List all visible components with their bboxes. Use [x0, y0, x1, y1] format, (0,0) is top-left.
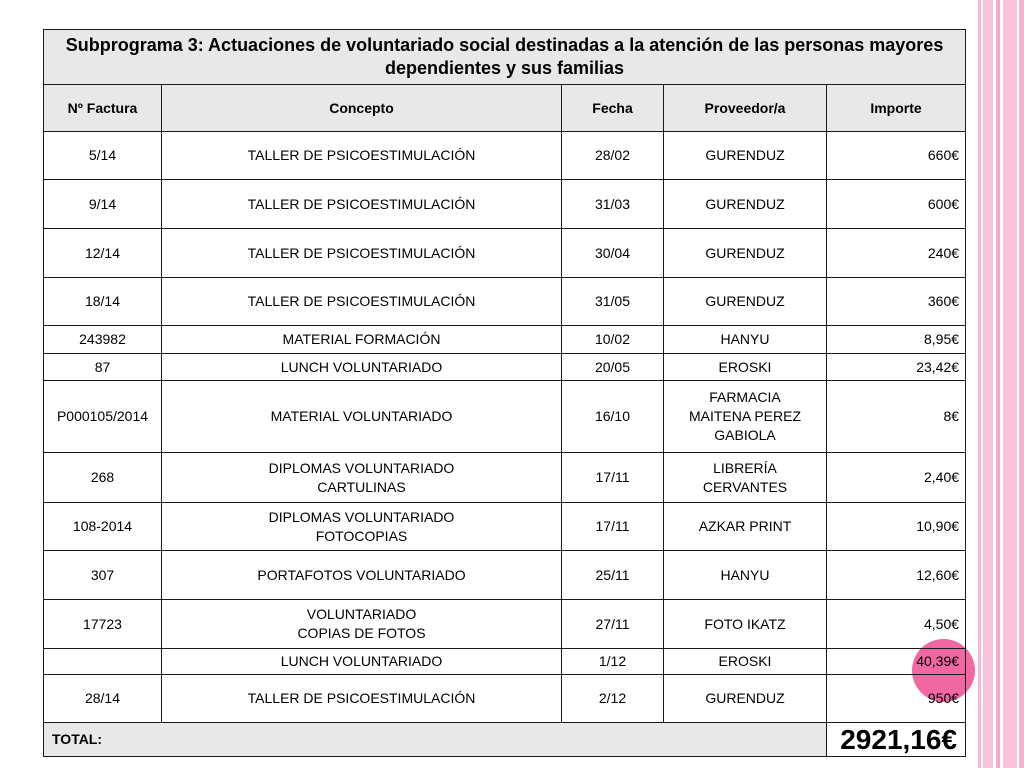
cell-proveedor-line: GURENDUZ: [705, 244, 785, 261]
cell-importe: [827, 381, 966, 453]
decorative-stripe: [978, 0, 981, 768]
cell-factura: 18/14: [44, 278, 162, 326]
cell-fecha: 20/05: [562, 354, 664, 381]
amount-value: 8€: [943, 408, 960, 424]
cell-proveedor-line: CERVANTES: [702, 478, 788, 495]
header-row: [44, 85, 966, 132]
cell-factura: 307: [44, 551, 162, 600]
cell-proveedor: [664, 180, 827, 229]
table-row: [44, 180, 966, 229]
cell-factura: P000105/2014: [44, 381, 162, 453]
cell-concepto: [162, 453, 562, 503]
table-row: [44, 675, 966, 723]
cell-concepto-line: TALLER DE PSICOESTIMULACIÓN: [247, 690, 476, 706]
cell-factura: 28/14: [44, 675, 162, 723]
cell-factura: 268: [44, 453, 162, 503]
cell-concepto-line: COPIAS DE FOTOS: [297, 625, 426, 641]
cell-fecha: 25/11: [562, 551, 664, 600]
cell-concepto: [162, 381, 562, 453]
cell-fecha: 17/11: [562, 453, 664, 503]
cell-concepto-line: CARTULINAS: [317, 478, 406, 495]
cell-proveedor-line: LIBRERÍA: [713, 459, 777, 476]
cell-factura: 5/14: [44, 132, 162, 180]
cell-proveedor-line: GURENDUZ: [705, 690, 785, 706]
table-row: [44, 278, 966, 326]
table-row: [44, 600, 966, 649]
decorative-stripe: [1003, 0, 1017, 768]
cell-fecha: 28/02: [562, 132, 664, 180]
cell-concepto-line: TALLER DE PSICOESTIMULACIÓN: [247, 244, 476, 261]
cell-proveedor: [664, 381, 827, 453]
cell-proveedor: [664, 354, 827, 381]
table-row: [44, 354, 966, 381]
cell-fecha: 2/12: [562, 675, 664, 723]
amount-value: 240€: [927, 244, 960, 261]
cell-proveedor-line: EROSKI: [718, 653, 772, 669]
cell-fecha: 17/11: [562, 503, 664, 551]
cell-concepto-line: VOLUNTARIADO: [306, 606, 417, 622]
cell-factura: [44, 649, 162, 675]
cell-proveedor: [664, 600, 827, 649]
cell-concepto: [162, 180, 562, 229]
cell-proveedor: [664, 649, 827, 675]
cell-importe: [827, 354, 966, 381]
cell-concepto: [162, 354, 562, 381]
cell-concepto: [162, 600, 562, 649]
cell-proveedor-line: EROSKI: [718, 358, 772, 375]
cell-concepto-line: MATERIAL VOLUNTARIADO: [270, 408, 453, 424]
amount-value: 360€: [927, 293, 960, 309]
cell-concepto-line: LUNCH VOLUNTARIADO: [280, 358, 443, 375]
cell-factura: 243982: [44, 326, 162, 354]
cell-proveedor: [664, 132, 827, 180]
header-fecha: Fecha: [562, 85, 664, 132]
cell-proveedor: [664, 278, 827, 326]
cell-importe: [827, 229, 966, 278]
total-row: [44, 723, 966, 757]
cell-importe: [827, 278, 966, 326]
table-row: [44, 381, 966, 453]
cell-proveedor: [664, 551, 827, 600]
cell-proveedor-line: GURENDUZ: [705, 195, 785, 212]
amount-value: 10,90€: [916, 518, 960, 534]
header-concepto: Concepto: [162, 85, 562, 132]
cell-factura: 108-2014: [44, 503, 162, 551]
table-row: [44, 649, 966, 675]
amount-value: 600€: [927, 195, 960, 212]
amount-value: 950€: [927, 690, 960, 706]
table-row: [44, 132, 966, 180]
cell-concepto-line: PORTAFOTOS VOLUNTARIADO: [257, 566, 466, 583]
cell-concepto-line: MATERIAL FORMACIÓN: [282, 331, 441, 347]
cell-importe: [827, 675, 966, 723]
cell-concepto-line: DIPLOMAS VOLUNTARIADO: [268, 508, 455, 525]
amount-value: 660€: [927, 147, 960, 163]
table-row: [44, 229, 966, 278]
table-row: [44, 453, 966, 503]
decorative-stripe: [1019, 0, 1024, 768]
cell-concepto: [162, 278, 562, 326]
cell-proveedor-line: FARMACIA: [709, 389, 781, 405]
cell-proveedor-line: MAITENA PEREZ: [688, 408, 802, 424]
cell-concepto-line: TALLER DE PSICOESTIMULACIÓN: [247, 293, 476, 309]
cell-importe: [827, 600, 966, 649]
cell-factura: 17723: [44, 600, 162, 649]
cell-importe: [827, 551, 966, 600]
cell-proveedor-line: AZKAR PRINT: [698, 518, 792, 534]
cell-factura: 87: [44, 354, 162, 381]
cell-proveedor-line: HANYU: [720, 331, 770, 347]
amount-value: 8,95€: [923, 331, 960, 347]
cell-concepto-line: LUNCH VOLUNTARIADO: [280, 653, 443, 669]
header-factura: Nº Factura: [44, 85, 162, 132]
decorative-stripe: [996, 0, 1000, 768]
cell-proveedor-line: GURENDUZ: [705, 293, 785, 309]
cell-proveedor-line: FOTO IKATZ: [704, 615, 786, 632]
amount-value: 23,42€: [916, 358, 960, 375]
amount-value: 4,50€: [923, 615, 960, 632]
cell-concepto: [162, 551, 562, 600]
amount-value: 40,39€: [916, 653, 960, 669]
cell-fecha: 10/02: [562, 326, 664, 354]
cell-importe: [827, 326, 966, 354]
cell-importe: [827, 453, 966, 503]
table-row: [44, 503, 966, 551]
cell-importe: [827, 132, 966, 180]
decorative-stripe: [983, 0, 993, 768]
cell-importe: [827, 649, 966, 675]
header-proveedor: Proveedor/a: [664, 85, 827, 132]
cell-fecha: 27/11: [562, 600, 664, 649]
cell-proveedor: [664, 453, 827, 503]
cell-proveedor-line: GABIOLA: [714, 427, 776, 443]
cell-importe: [827, 180, 966, 229]
cell-fecha: 16/10: [562, 381, 664, 453]
cell-concepto-line: TALLER DE PSICOESTIMULACIÓN: [247, 195, 476, 212]
cell-fecha: 30/04: [562, 229, 664, 278]
cell-proveedor: [664, 503, 827, 551]
table-body: [44, 132, 966, 723]
cell-concepto: [162, 675, 562, 723]
cell-fecha: 31/03: [562, 180, 664, 229]
title-row: [44, 30, 966, 85]
amount-value: 12,60€: [916, 566, 960, 583]
cell-proveedor: [664, 675, 827, 723]
cell-fecha: 1/12: [562, 649, 664, 675]
cell-factura: 12/14: [44, 229, 162, 278]
cell-concepto: [162, 326, 562, 354]
table-row: [44, 551, 966, 600]
cell-concepto: [162, 132, 562, 180]
table-row: [44, 326, 966, 354]
cell-concepto: [162, 503, 562, 551]
header-importe: Importe: [827, 85, 966, 132]
cell-proveedor-line: GURENDUZ: [705, 147, 785, 163]
cell-fecha: 31/05: [562, 278, 664, 326]
cell-concepto: [162, 229, 562, 278]
invoice-table: [43, 29, 966, 757]
total-label: TOTAL:: [44, 723, 827, 757]
table-title: Subprograma 3: Actuaciones de voluntariado social destinadas a la atención de las personas mayores dependientes y sus familias: [44, 30, 966, 85]
cell-proveedor-line: HANYU: [720, 566, 770, 583]
amount-value: 2,40€: [923, 469, 960, 485]
cell-concepto-line: TALLER DE PSICOESTIMULACIÓN: [247, 147, 476, 163]
cell-concepto-line: FOTOCOPIAS: [315, 527, 408, 544]
cell-importe: [827, 503, 966, 551]
total-value: 2921,16€: [827, 723, 966, 757]
cell-concepto: [162, 649, 562, 675]
cell-factura: 9/14: [44, 180, 162, 229]
cell-proveedor: [664, 229, 827, 278]
cell-concepto-line: DIPLOMAS VOLUNTARIADO: [268, 459, 455, 476]
cell-proveedor: [664, 326, 827, 354]
